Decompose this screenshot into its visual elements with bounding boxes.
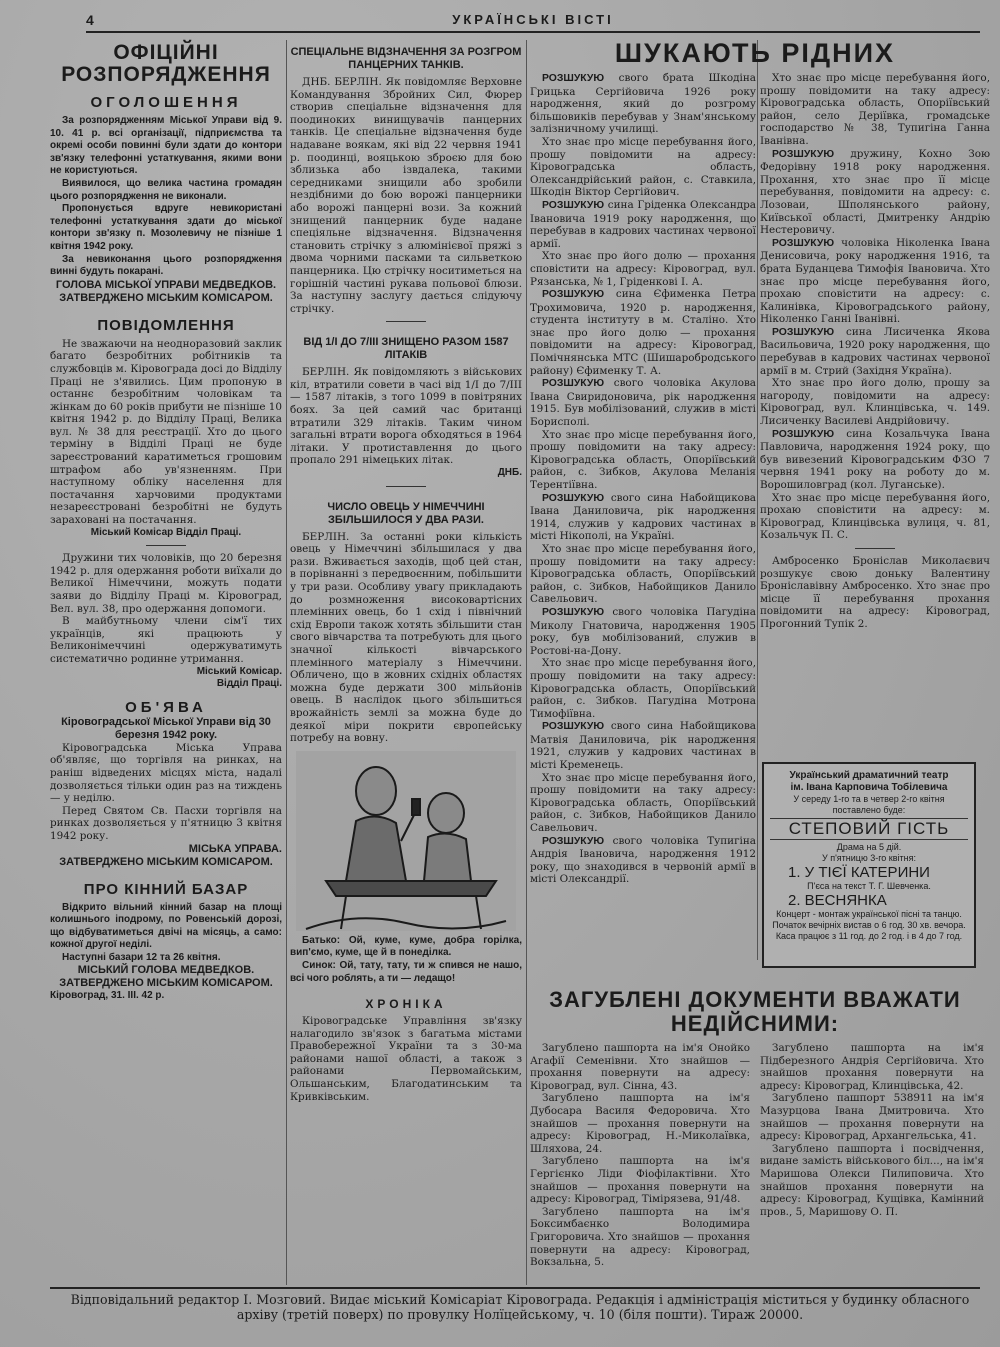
announcement-heading: ОГОЛОШЕННЯ	[90, 94, 242, 111]
notice-heading: ПОВІДОМЛЕННЯ	[97, 316, 235, 334]
lost-document: Загублено пашпорта на ім'я Онойко Агафії Семенівни. Хто знайшов — прохання повернути на адресу: Кіровоград, вул. Сінна, 43.	[530, 1042, 750, 1092]
bazaar-approval: ЗАТВЕРДЖЕНО МІСЬКИМ КОМІСАРОМ.	[59, 977, 273, 990]
search-entry-contact: Хто знає про місце перебування його, прошу повідомити на таку адресу: Кіровоградська область, Опоріївський район, с. Зибков, Набойщиков Данило Савельович.	[530, 542, 756, 606]
search-tag: РОЗШУКУЮ	[542, 835, 605, 847]
search-entry: РОЗШУКУЮ чоловіка Ніколенка Івана Денисовича, року народження 1916, та брата Буданцева Тимофія Івановича. Хто знає про місце перебування його, прохаю сповістити на адресу: с. Калинівка, Кіровоградського району, Ніколенко Ганні Іванівні.	[760, 236, 990, 326]
chronicle-heading: ХРОНІКА	[365, 997, 447, 1012]
declaration-approval: ЗАТВЕРДЖЕНО МІСЬКИМ КОМІСАРОМ.	[59, 855, 273, 868]
search-entry: РОЗШУКУЮ свого чоловіка Тупигіна Андрія Івановича, народження 1912 року, що знаходився в червоній армії в місті Олександрії.	[530, 834, 756, 886]
cartoon-illustration	[296, 751, 516, 931]
search-tag: РОЗШУКУЮ	[542, 606, 605, 618]
search-entry-contact: Хто знає про місце перебування його, прошу повідомити на адресу: Кіровоградська область, Олександрійський район, с. Ставкила, Шкодін Віктор Сергійович.	[530, 135, 756, 199]
search-tag: РОЗШУКУЮ	[772, 326, 835, 338]
search-entry: РОЗШУКУЮ сина Єфименка Петра Трохимовича, 1920 р. народження, студента інституту в м. Сталіно. Хто знає про його долю — прохання повідомити на адресу: Кіровоград, Помічнянська МТС (Шишаробродського району) Єфименку Т. А.	[530, 288, 756, 377]
search-entry-contact: Хто знає про місце перебування його, прошу повідомити на таку адресу: Кіровоградська область, Опоріївський район, с. Зибков, Набойщиков Данило Савельович.	[530, 771, 756, 835]
column-1	[50, 38, 282, 1286]
search-entry-contact: Хто знає про його долю, прошу за нагороду, повідомити на адресу: Кіровоград, вул. Клинцівська, ч. 149. Лисиченку Василеві Андрійовичу.	[760, 377, 990, 428]
search-entry: РОЗШУКУЮ сина Гріденка Олександра Івановича 1919 року народження, що перебував в кадрових частинах червоної армії.	[530, 198, 756, 250]
declaration-subheading: Кіровоградської Міської Управи від 30 березня 1942 року.	[61, 715, 271, 741]
bazaar-heading: ПРО КІННИЙ БАЗАР	[83, 880, 249, 898]
planes-heading: ВІД 1/I ДО 7/III ЗНИЩЕНО РАЗОМ 1587 ЛІТАКІВ	[303, 336, 509, 362]
official-title: ОФІЦІЙНІ РОЗПОРЯДЖЕННЯ	[61, 41, 271, 86]
play-note: П'єса на текст Т. Г. Шевченка.	[807, 881, 931, 891]
lost-document: Загублено пашпорта на ім'я Гергієнко Ліди Фіофілактівни. Хто знайшов — прохання повернути на адресу: Кіровоград, Тімірязева, 91/48.	[530, 1155, 750, 1206]
notice-signature: Міський Комісар Відділ Праці.	[90, 526, 242, 538]
column-3-body	[530, 72, 756, 960]
search-entry: РОЗШУКУЮ сина Козальчука Івана Павловича, народження 1924 року, що був вивезений Кіровоградським ФЗО 7 червня 1941 року на роботу до м. Ворошиловград (кол. Луганське).	[760, 427, 990, 491]
lost-documents-heading: ЗАГУБЛЕНІ ДОКУМЕНТИ ВВАЖАТИ НЕДІЙСНИМИ:	[549, 987, 961, 1036]
search-heading: ШУКАЮТЬ РІДНИХ	[614, 38, 896, 68]
search-entry-contact: Хто знає про місце перебування його, прошу повідомити на таку адресу: Кіровоградська область, Опоріївський район, село Деріївка, громадське господарство № 38, Тупигіна Ганна Іванівна.	[760, 72, 990, 147]
search-entry-contact: Хто знає про його долю — прохання сповістити на адресу: Кіровоград, вул. Рязанська, № 1, Гріденкові І. А.	[530, 250, 756, 288]
header-rule	[86, 31, 980, 33]
divider	[146, 545, 186, 546]
play-note: Концерт - монтаж української пісні та танцю.	[776, 909, 962, 919]
declaration-signature: МІСЬКА УПРАВА.	[188, 842, 282, 855]
search-entry: РОЗШУКУЮ свого сина Набойщикова Івана Даниловича, рік народження 1914, служив у кадрових частинах в місті Нікополі, на Україні.	[530, 491, 756, 543]
theatre-name: Український драматичний театр	[789, 770, 949, 781]
lost-document: Загублено пашпорт 538911 на ім'я Мазурцова Івана Дмитровича. Хто знайшов — прохання повернути на адресу: Кіровоград, Архангельська, 41.	[760, 1092, 984, 1143]
theatre-advert	[762, 762, 976, 968]
column-divider	[757, 40, 758, 960]
lost-document: Загублено пашпорта на ім'я Підберезного Андрія Сергійовича. Хто знайшов прохання повернути на адресу: Кіровоград, Клинцівська, 42.	[760, 1042, 984, 1092]
page-header	[86, 12, 980, 28]
play-title: СТЕПОВИЙ ГІСТЬ	[770, 818, 968, 840]
notice-signature: Відділ Праці.	[216, 678, 282, 690]
lost-document: Загублено пашпорта на ім'я Дубосара Василя Федоровича. Хто знайшов — прохання повернути на адресу: Кіровоград, Н.-Миколаївка, Шляхова, 24.	[530, 1092, 750, 1155]
planes-source: ДНБ.	[497, 467, 522, 479]
search-tag: РОЗШУКУЮ	[772, 237, 835, 249]
chronicle-text: Кіровоградське Управління зв'язку налагодило зв'язок з багатьма містами Правобережної України та з 30-ма районами нашої області, а також з районами Первомайським, Ольшанським, Благодатинським та Кривківським.	[290, 1015, 522, 1103]
announcement-signature: ГОЛОВА МІСЬКОЇ УПРАВИ МЕДВЕДКОВ.	[55, 278, 277, 291]
play-title: 2. ВЕСНЯНКА	[788, 892, 887, 909]
award-heading: СПЕЦІАЛЬНЕ ВІДЗНАЧЕННЯ ЗА РОЗГРОМ ПАНЦЕРНИХ ТАНКІВ.	[290, 46, 522, 71]
notice-text: Дружини тих чоловіків, що 20 березня 1942 р. для одержання роботи виїхали до Великої Німеччини, можуть подати заяви до Відділу Праці м. Кіровоград, Вел. вул. 38, про одержання допомоги.	[50, 552, 282, 615]
search-tag: РОЗШУКУЮ	[542, 378, 605, 390]
search-entry: РОЗШУКУЮ свого чоловіка Пагудіна Миколу Гнатовича, народження 1905 року, був мобілізований, служив в Ростові-на-Дону.	[530, 605, 756, 657]
search-tag: РОЗШУКУЮ	[542, 73, 605, 84]
declaration-text: Кіровоградська Міська Управа об'являє, що торгівля на ринках, на раніш відведених місцях міста, надалі дозволяється тільки один раз на тиждень — у неділю.	[50, 741, 282, 805]
divider	[855, 548, 895, 549]
theatre-dates: У середу 1-го та в четвер 2-го квітня поставлено буде:	[793, 794, 945, 815]
play-title: 1. У ТІЄЇ КАТЕРИНИ	[788, 864, 930, 881]
lost-documents-left	[530, 1042, 750, 1282]
column-4	[760, 72, 990, 762]
column-divider	[286, 40, 287, 1285]
search-entry-contact: Хто знає про місце перебування його, прохаю сповістити на адресу: м. Кіровоград, Клинцівська вулиця, ч. 81, Козальчук П. С.	[760, 491, 990, 542]
announcement-text: Пропонується вдруге невикористані телефонні устаткування здати до міської контори зв'язку п. Мозолевичу не пізніше 1 квітня 1942 року.	[50, 203, 282, 252]
cartoon-caption: Батько: Ой, куме, куме, добра горілка, вип'ємо, куме, ще й в понеділка.	[290, 934, 522, 959]
announcement-approval: ЗАТВЕРДЖЕНО МІСЬКИМ КОМІСАРОМ.	[59, 291, 273, 304]
lost-document: Загублено пашпорта і посвідчення, видане замість військового біл..., на ім'я Маришова Олекси Пилиповича. Хто знайшов прохання повернути на адресу: Кіровоград, Кущівка, Камінний пров., 5, Маришову О. П.	[760, 1142, 984, 1218]
search-tag: РОЗШУКУЮ	[772, 428, 835, 440]
declaration-heading: ОБ'ЯВА	[125, 698, 207, 716]
search-entry: РОЗШУКУЮ свого брата Шкодіна Грицька Сергійовича 1926 року народження, який до розгрому більшовиків перебував у Знам'янському залізничному училищі.	[530, 72, 756, 136]
theatre-name: ім. Івана Карповича Тобілевича	[790, 782, 948, 793]
column-2	[290, 38, 522, 1286]
page-number: 4	[86, 12, 94, 28]
search-entry: РОЗШУКУЮ дружину, Кохно Зою Федорівну 1918 року народження. Прохання, хто знає про її місце перебування, повідомити на адресу: с. Лозоваи, Шполянського району, Київської області, Дмитренку Андрію Нестеровичу.	[760, 147, 990, 237]
search-tag: РОЗШУКУЮ	[772, 148, 835, 160]
announcement-text: За невиконання цього розпорядження винні будуть покарані.	[50, 253, 282, 278]
search-entry: РОЗШУКУЮ свого чоловіка Акулова Івана Свиридоновича, рік народження 1915. Був мобілізований, служив в місті Борисполі.	[530, 377, 756, 429]
search-tag: РОЗШУКУЮ	[542, 199, 605, 211]
notice-signature: Міський Комісар.	[196, 665, 282, 677]
announcement-text: Виявилося, що велика частина громадян цього розпорядження не виконали.	[50, 177, 282, 202]
sheep-heading: ЧИСЛО ОВЕЦЬ У НІМЕЧЧИНІ ЗБІЛЬШИЛОСЯ У ДВА РАЗИ.	[327, 500, 485, 526]
search-entry: РОЗШУКУЮ свого сина Набойщикова Матвія Даниловича, рік народження 1921, служив у кадрових частинах в місті Кременець.	[530, 720, 756, 772]
cartoon-caption: Синок: Ой, тату, тату, ти ж спився не нашо, всі чого роблять, а ти — ледащо!	[290, 959, 522, 984]
footer-imprint: Відповідальний редактор І. Мозговий. Видає міський Комісаріат Кіровограда. Редакція і адміністрація міститься у будинку обласного архіву (третій поверх) по провулку Нолїцейському, ч. 10 (біля пошти). Тираж 20000.	[70, 1292, 970, 1322]
announcement-text: За розпорядженням Міської Управи від 9. 10. 41 р. всі організації, підприємства та окремі особи повинні були здати до контори зв'язку телефонні устаткування, якими вони не користуються.	[50, 115, 282, 177]
divider	[386, 486, 426, 487]
footer-rule	[50, 1287, 980, 1289]
lost-documents-right	[760, 1042, 984, 1282]
sheep-text: БЕРЛІН. За останні роки кількість овець у Німеччині збільшилася у два рази. Вживається заходів, щоб цей стан, в порівнанні з передвоєнним, побільшити у три рази. Особливу увагу прикладають до розмноження високовартісних племінних овець, бо 1 схід і північний схід Европи також хотять збільшити стан свого вівчарства та потребують для цього значної кількості вівчарського племінного матеріалу з Німеччини. Обличено, що в жовних східніх областях можна буде держати 300 мільйонів овець. В наслідок цього збільшиться врожайність землі за можна буде до деякої міри покрити європейську потребу на вовну.	[290, 530, 522, 745]
search-entry: РОЗШУКУЮ сина Лисиченка Якова Васильовича, 1920 року народження, що перебував в кадрових частинах червоної армії в м. Стрий (Західня Україна).	[760, 325, 990, 377]
divider	[386, 321, 426, 322]
search-tag: РОЗШУКУЮ	[542, 721, 605, 733]
award-text: ДНБ. БЕРЛІН. Як повідомляє Верховне Командування Збройних Сил, Фюрер створив спеціальне відзначення для поодиноких винищувачів панцерних танків. Це спеціальне відзначення буде надаване воякам, які від 22 червня 1941 р. поодинці, вояцькою зброєю для бою зблизька або ізвдалека, такими середниками знищили або зробили нездібними до бою ворожі панцерники або ворожі панцерні вози. За кожний знищений панцерник буде надане спеціяльне відзначення. Відзначення становить стрічку з алюмінієвої пряжі з двома чорними пасками та сильветкою панцерника. Цю стрічку носитиметься на горішній частині рукава польової блюзи. За наступну заслугу дається слідуючу стрічку.	[290, 76, 522, 315]
paper-title: УКРАЇНСЬКІ ВІСТІ	[452, 12, 614, 27]
column-divider	[526, 40, 527, 1285]
notice-text: В майбутньому члени сім'ї тих українців, які працюють у Великонімеччині одержуватимуть систематично родинне утримання.	[50, 615, 282, 665]
bazaar-date: Кіровоград, 31. III. 42 р.	[50, 990, 165, 1002]
search-tag: РОЗШУКУЮ	[542, 492, 605, 504]
search-entry: Амбросенко Броніслав Миколаєвич розшукує свою доньку Валентину Броніславівну Амбросенко. Хто знає про місце її перебування прохання повідомити на адресу: Кіровоград, Прогонний Тупік 2.	[760, 554, 990, 630]
planes-text: БЕРЛІН. Як повідомляють з військових кіл, втратили совети в часі від 1/I до 7/III — 1587 літаків, з того 1099 в повітряних боях. За цей самий час британці втратили 329 літаків. Таким чином загальні втрати ворога обходяться в 1964 літаки. У протиставлення до цього пропало 291 німецьких літак.	[290, 366, 522, 467]
search-entry-contact: Хто знає про місце перебування його, прошу повідомити на таку адресу: Кіровоградська область, Опоріївський район, с. Зибков. Пагудіна Мотрона Тимофіївна.	[530, 657, 756, 720]
notice-text: Не зважаючи на неодноразовий заклик багато безробітних робітників та службовців м. Кіровограда досі до Відділу Праці не з'явились. Цим пропоную в останнє безробітним чоловікам та жінкам до 60 років прибути не пізніше 10 квітня 1942 р. до Відділу Праці, Велика вул. № 38 для реєстрації. Хто до цього терміну в Відділі Праці не буде зареєстрований каратиметься грошовим штрафом або ув'язненням. При наступному обліку населення для постачання харчовими продуктами незареєстровані безробітні не будуть зараховані на постачання.	[50, 337, 282, 527]
theatre-dates: У п'ятницю 3-го квітня:	[822, 853, 916, 863]
play-note: Драма на 5 дій.	[836, 842, 902, 852]
search-tag: РОЗШУКУЮ	[542, 289, 605, 301]
bazaar-text: Наступні базари 12 та 26 квітня.	[62, 951, 221, 963]
bazaar-signature: МІСЬКИЙ ГОЛОВА МЕДВЕДКОВ.	[77, 964, 255, 977]
declaration-text: Перед Святом Св. Пасхи торгівля на ринках дозволяється у п'ятницю 3 квітня 1942 року.	[50, 804, 282, 842]
bazaar-text: Відкрито вільний кінний базар на площі колишнього іподрому, по Ровенській дорозі, що відбуватиметься двічі на місяць, а само: кожної другої неділі.	[50, 901, 282, 951]
search-entry-contact: Хто знає про місце перебування його, прошу повідомити на таку адресу: Кіровоградська область, Опоріївський район, с. Зибков, Акулова Меланія Терентіївна.	[530, 428, 756, 491]
lost-document: Загублено пашпорта на ім'я Боксимбаєнко Володимира Григоровича. Хто знайшов — прохання повернути на адресу: Кіровоград, Вокзальна, 5.	[530, 1205, 750, 1269]
theatre-schedule: Початок вечірніх вистав о 6 год. 30 хв. вечора. Каса працює з 11 год. до 2 год. і в 4 до 7 год.	[772, 920, 966, 941]
